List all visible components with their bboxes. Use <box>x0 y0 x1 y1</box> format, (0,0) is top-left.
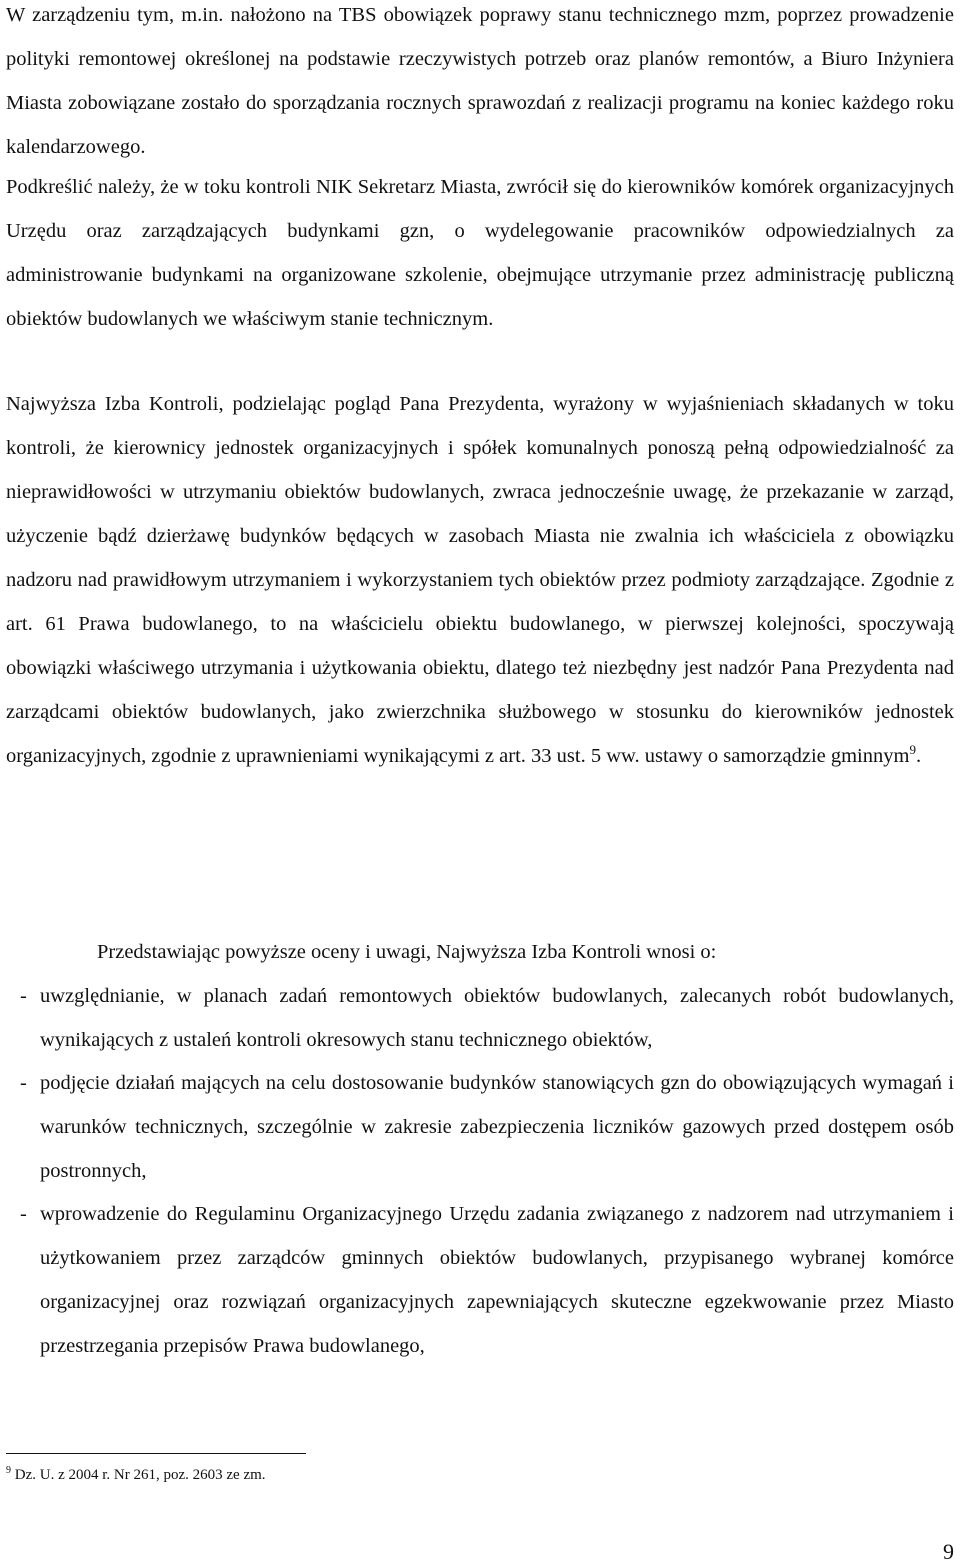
page-number: 9 <box>943 1539 954 1564</box>
conclusion-item-2 <box>6 1061 954 1193</box>
conclusion-item-text: wprowadzenie do Regulaminu Organizacyjnego Urzędu zadania związanego z nadzorem nad utrzymaniem i użytkowaniem przez zarządców gminnych obiektów budowlanych, przypisanego wybranej komórce organizacyjnej oraz rozwiązań organizacyjnych zapewniających skuteczne egzekwowanie przez Miasto przestrzegania przepisów Prawa budowlanego, <box>40 1203 954 1357</box>
list-dash: - <box>20 1072 27 1094</box>
conclusions-lead: Przedstawiając powyższe oceny i uwagi, Najwyższa Izba Kontroli wnosi o: <box>97 941 717 963</box>
paragraph-supervision-body: Najwyższa Izba Kontroli, podzielając pogląd Pana Prezydenta, wyrażony w wyjaśnieniach składanych w toku kontroli, że kierownicy jednostek organizacyjnych i spółek komunalnych ponoszą pełną odpowiedzialność za nieprawidłowości w utrzymaniu obiektów budowlanych, zwraca jednocześnie uwagę, że przekazanie w zarząd, użyczenie bądź dzierżawę budynków będących w zasobach Miasta nie zwalnia ich właściciela z obowiązku nadzoru nad prawidłowym utrzymaniem i wykorzystaniem tych obiektów przez podmioty zarządzające. Zgodnie z art. 61 Prawa budowlanego, to na właścicielu obiektu budowlanego, w pierwszej kolejności, spoczywają obowiązki właściwego utrzymania i użytkowania obiektu, dlatego też niezbędny jest nadzór Pana Prezydenta nad zarządcami obiektów budowlanych, jako zwierzchnika służbowego w stosunku do kierowników jednostek organizacyjnych, zgodnie z uprawnieniami wynikającymi z art. 33 ust. 5 ww. ustawy o samorządzie gminnym <box>6 393 954 767</box>
footnote-separator <box>6 1453 306 1454</box>
footnote-number: 9 <box>6 1465 11 1476</box>
footnote-text: Dz. U. z 2004 r. Nr 261, poz. 2603 ze zm. <box>11 1467 266 1483</box>
conclusion-item-1 <box>6 974 954 1062</box>
paragraph-tbs-body: nałożono na TBS obowiązek poprawy stanu technicznego mzm, poprzez prowadzenie polityki remontowej określonej na podstawie rzeczywistych potrzeb oraz planów remontów, a Biuro Inżyniera Miasta zobowiązane zostało do sporządzania rocznych sprawozdań z realizacji programu na koniec każdego roku kalendarzowego. <box>6 4 954 158</box>
paragraph-training: Podkreślić należy, że w toku kontroli NIK Sekretarz Miasta, zwrócił się do kierowników komórek organizacyjnych Urzędu oraz zarządzających budynkami gzn, o wydelegowanie pracowników odpowiedzialnych za administrowanie budynkami na organizowane szkolenie, obejmujące utrzymanie przez administrację publiczną obiektów budowlanych we właściwym stanie technicznym. <box>6 176 954 330</box>
list-dash: - <box>20 985 27 1007</box>
list-dash: - <box>20 1203 27 1225</box>
conclusion-item-text: podjęcie działań mających na celu dostosowanie budynków stanowiących gzn do obowiązujących wymagań i warunków technicznych, szczególnie w zakresie zabezpieczenia liczników gazowych przed dostępem osób postronnych, <box>40 1072 954 1182</box>
conclusion-item-text: uwzględnianie, w planach zadań remontowych obiektów budowlanych, zalecanych robót budowlanych, wynikających z ustaleń kontroli okresowych stanu technicznego obiektów, <box>40 985 954 1051</box>
footnote <box>6 1466 266 1484</box>
footnote-reference[interactable]: 9 <box>909 742 916 758</box>
paragraph-tbs-prefix: W zarządzeniu tym, m.in. <box>6 4 231 26</box>
paragraph-supervision-end: . <box>915 745 922 767</box>
paragraph-tbs-obligation <box>6 0 954 169</box>
paragraph-supervision <box>6 382 954 778</box>
conclusion-item-3 <box>6 1192 954 1368</box>
